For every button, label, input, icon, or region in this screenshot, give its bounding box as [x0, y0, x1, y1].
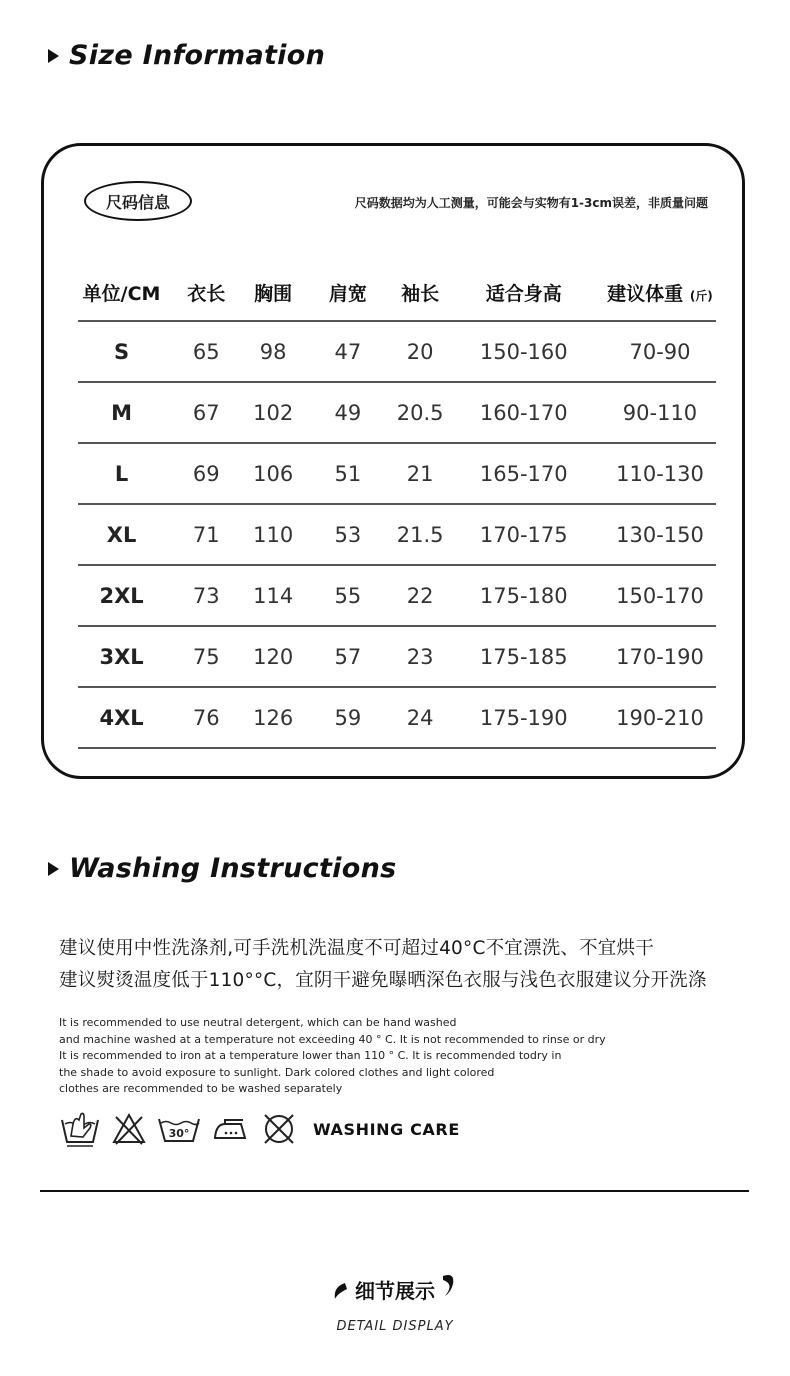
size-section-title: Size Information [69, 40, 326, 71]
machine-wash-30-icon [157, 1111, 201, 1147]
care-icons [59, 1110, 460, 1148]
cell-size: L [78, 443, 165, 504]
table-row [78, 321, 716, 382]
washing-care-label: WASHING CARE [313, 1119, 460, 1139]
cell-weight: 150-170 [604, 565, 716, 626]
header-weight-unit: (斤) [689, 288, 713, 303]
header-weight-label: 建议体重 [607, 282, 684, 305]
cell-sleeve: 20.5 [397, 382, 444, 443]
cell-size: 2XL [78, 565, 165, 626]
washing-en-text [59, 1015, 606, 1098]
size-chart-box [41, 143, 745, 779]
detail-display-header [0, 1275, 790, 1334]
washing-en-line: and machine washed at a temperature not exceeding 40 ° C. It is not recommended to rinse or dry [59, 1032, 606, 1046]
detail-cn-title: 细节展示 [355, 1279, 435, 1303]
size-table-header-row [78, 264, 716, 321]
cell-length: 69 [165, 443, 247, 504]
section-divider [40, 1190, 749, 1192]
cell-height: 170-175 [444, 504, 604, 565]
triangle-bullet-icon [48, 862, 59, 876]
cell-chest: 98 [247, 321, 299, 382]
cell-length: 73 [165, 565, 247, 626]
cell-sleeve: 20 [397, 321, 444, 382]
right-swoosh-icon [439, 1270, 461, 1300]
cell-chest: 102 [247, 382, 299, 443]
cell-length: 67 [165, 382, 247, 443]
washing-en-line: the shade to avoid exposure to sunlight. Dark colored clothes and light colored [59, 1065, 495, 1079]
table-row [78, 565, 716, 626]
cell-size: S [78, 321, 165, 382]
table-row [78, 626, 716, 687]
cell-shoulder: 59 [299, 687, 397, 748]
cell-shoulder: 49 [299, 382, 397, 443]
cell-length: 76 [165, 687, 247, 748]
cell-size: XL [78, 504, 165, 565]
cell-length: 75 [165, 626, 247, 687]
cell-chest: 110 [247, 504, 299, 565]
cell-sleeve: 22 [397, 565, 444, 626]
no-tumble-dry-icon [261, 1111, 297, 1147]
cell-chest: 126 [247, 687, 299, 748]
cell-chest: 114 [247, 565, 299, 626]
cell-sleeve: 23 [397, 626, 444, 687]
header-height: 适合身高 [444, 264, 604, 321]
washing-section-header [48, 853, 396, 884]
cell-shoulder: 47 [299, 321, 397, 382]
cell-weight: 130-150 [604, 504, 716, 565]
washing-cn-line-1: 建议使用中性洗涤剂,可手洗机洗温度不可超过40°C不宜漂洗、不宜烘干 [59, 938, 654, 959]
cell-weight: 110-130 [604, 443, 716, 504]
cell-shoulder: 51 [299, 443, 397, 504]
table-row [78, 382, 716, 443]
cell-size: M [78, 382, 165, 443]
cell-length: 65 [165, 321, 247, 382]
table-row [78, 504, 716, 565]
detail-cn-wrap [329, 1275, 461, 1304]
cell-size: 4XL [78, 687, 165, 748]
triangle-bullet-icon [48, 49, 59, 63]
cell-weight: 170-190 [604, 626, 716, 687]
washing-en-line: It is recommended to use neutral detergent, which can be hand washed [59, 1016, 457, 1029]
measurement-note: 尺码数据均为人工测量，可能会与实物有1-3cm误差，非质量问题 [354, 196, 708, 210]
cell-height: 175-190 [444, 687, 604, 748]
table-row [78, 443, 716, 504]
iron-low-icon [211, 1112, 251, 1146]
cell-size: 3XL [78, 626, 165, 687]
cell-weight: 70-90 [604, 321, 716, 382]
no-bleach-icon [111, 1111, 147, 1147]
cell-chest: 106 [247, 443, 299, 504]
washing-section-title: Washing Instructions [69, 853, 397, 884]
table-row [78, 687, 716, 748]
cell-height: 165-170 [444, 443, 604, 504]
header-sleeve: 袖长 [397, 264, 444, 321]
cell-height: 175-180 [444, 565, 604, 626]
header-unit: 单位/CM [78, 264, 165, 321]
left-swoosh-icon [329, 1277, 351, 1303]
washing-en-line: clothes are recommended to be washed separately [59, 1082, 343, 1096]
size-table [78, 264, 716, 749]
header-shoulder: 肩宽 [299, 264, 397, 321]
cell-height: 150-160 [444, 321, 604, 382]
cell-sleeve: 24 [397, 687, 444, 748]
hand-wash-icon [59, 1110, 101, 1148]
washing-en-line: It is recommended to iron at a temperature lower than 110 ° C. It is recommended todry in [59, 1049, 562, 1063]
detail-en-title: DETAIL DISPLAY [336, 1318, 454, 1334]
cell-shoulder: 55 [299, 565, 397, 626]
cell-shoulder: 53 [299, 504, 397, 565]
header-weight [604, 264, 716, 321]
cell-sleeve: 21 [397, 443, 444, 504]
cell-shoulder: 57 [299, 626, 397, 687]
header-length: 衣长 [165, 264, 247, 321]
header-chest: 胸围 [247, 264, 299, 321]
cell-height: 175-185 [444, 626, 604, 687]
size-info-tag: 尺码信息 [84, 181, 192, 221]
cell-chest: 120 [247, 626, 299, 687]
cell-sleeve: 21.5 [397, 504, 444, 565]
washing-cn-line-2: 建议熨烫温度低于110°°C，宜阴干避免曝晒深色衣服与浅色衣服建议分开洗涤 [59, 970, 707, 991]
cell-length: 71 [165, 504, 247, 565]
cell-weight: 190-210 [604, 687, 716, 748]
cell-weight: 90-110 [604, 382, 716, 443]
cell-height: 160-170 [444, 382, 604, 443]
size-section-header [48, 40, 325, 71]
wash-temp-label: 30° [168, 1127, 190, 1140]
